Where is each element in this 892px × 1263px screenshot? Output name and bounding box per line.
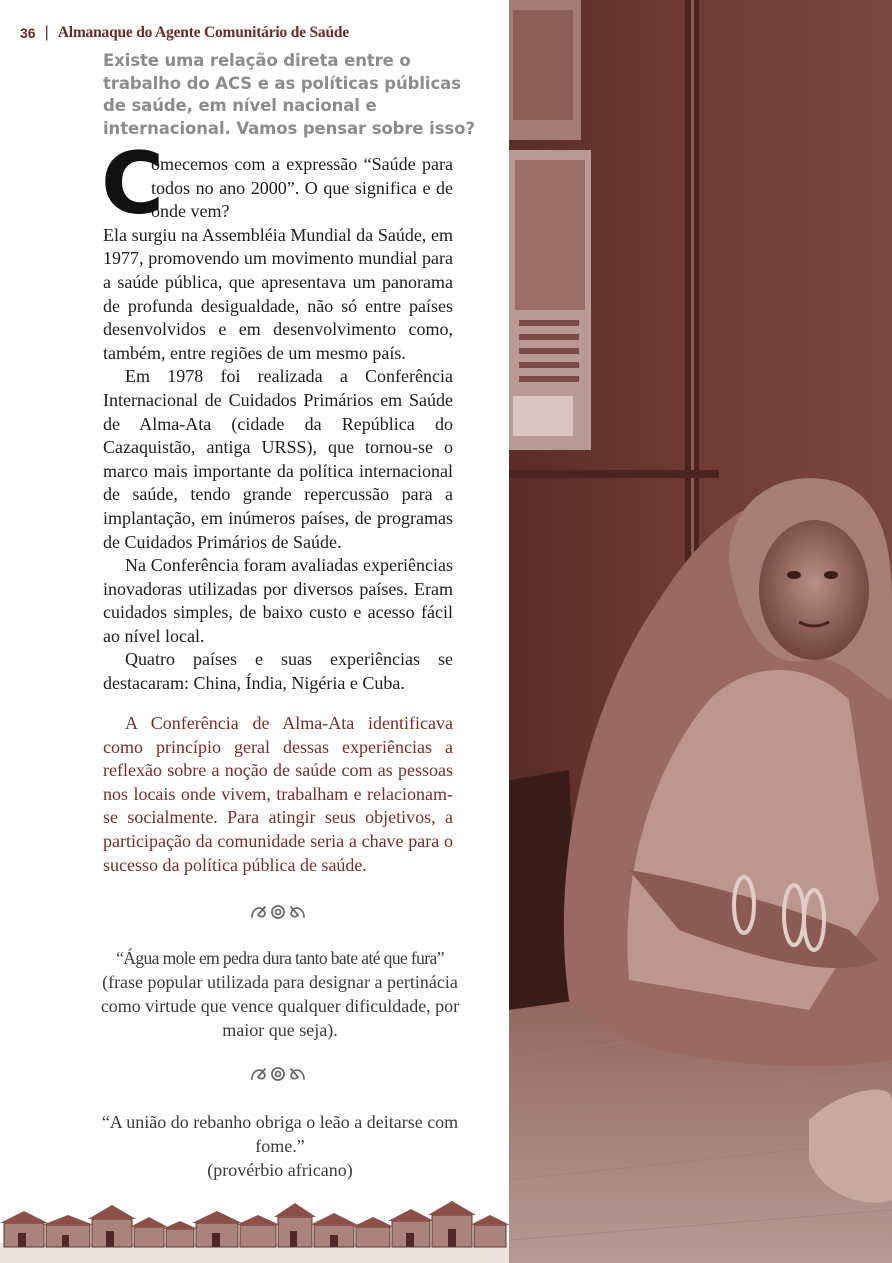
intro-text: Existe uma relação direta entre o trabalho do ACS e as políticas públicas de saúde, em nível nacional e internacional. Vamos pensar sobre isso? — [103, 51, 475, 138]
paragraph-4: Na Conferência foram avaliadas experiências inovadoras utilizadas por diversos países. Eram cuidados simples, de baixo custo e acesso fácil ao nível local. — [103, 555, 453, 646]
header-separator: | — [44, 24, 49, 41]
book-title: Almanaque do Agente Comunitário de Saúde — [57, 24, 350, 41]
page-number: 36 — [20, 25, 36, 41]
paragraph-1 — [101, 134, 453, 234]
paragraph-1-text: omecemos com a expressão “Saúde para todos no ano 2000”. O que significa e de onde vem? — [151, 154, 453, 222]
quote-1 — [100, 946, 460, 1042]
paragraph-3: Em 1978 foi realizada a Conferência Internacional de Cuidados Primários em Saúde de Alma-Ata (cidade da República do Cazaquistão, antiga URSS), que tornou-se o marco mais importante da política internacional de saúde, tendo grande repercussão para a implantação, em inúmeros países, de programas de Cuidados Primários de Saúde. — [103, 366, 453, 552]
village-houses-illustration — [0, 1195, 510, 1263]
quote-2 — [100, 1110, 460, 1182]
ornament-icon — [248, 901, 308, 923]
ornament-icon — [248, 1063, 308, 1085]
paragraph-5: Quatro países e suas experiências se destacaram: China, Índia, Nigéria e Cuba. — [103, 649, 453, 694]
elderly-woman-photo — [509, 0, 892, 1263]
quote-2-text: “A união do rebanho obriga o leão a deitarse com fome.” — [101, 1112, 459, 1156]
quote-1-text: “Água mole em pedra dura tanto bate até que fura” — [116, 948, 444, 968]
main-body — [101, 134, 453, 696]
highlight-paragraph: A Conferência de Alma-Ata identificava como princípio geral dessas experiências a reflexão sobre a noção de saúde com as pessoas nos locais onde vivem, trabalham e relacionam-se socialmente. Para atingir seus objetivos, a participação da comunidade seria a chave para o sucesso da política pública de saúde. — [103, 713, 453, 875]
drop-cap: C — [101, 134, 165, 234]
quote-2-note: (provérbio africano) — [207, 1160, 353, 1180]
page-header — [20, 20, 490, 46]
quote-1-note: (frase popular utilizada para designar a pertinácia como virtude que vence qualquer dificuldade, por maior que seja). — [100, 972, 460, 1040]
paragraph-2: Ela surgiu na Assembléia Mundial da Saúde, em 1977, promovendo um movimento mundial para a saúde pública, que apresentava um panorama de profunda desigualdade, não só entre países desenvolvidos e em desenvolvimento como, também, entre regiões de um mesmo país. — [103, 224, 453, 363]
